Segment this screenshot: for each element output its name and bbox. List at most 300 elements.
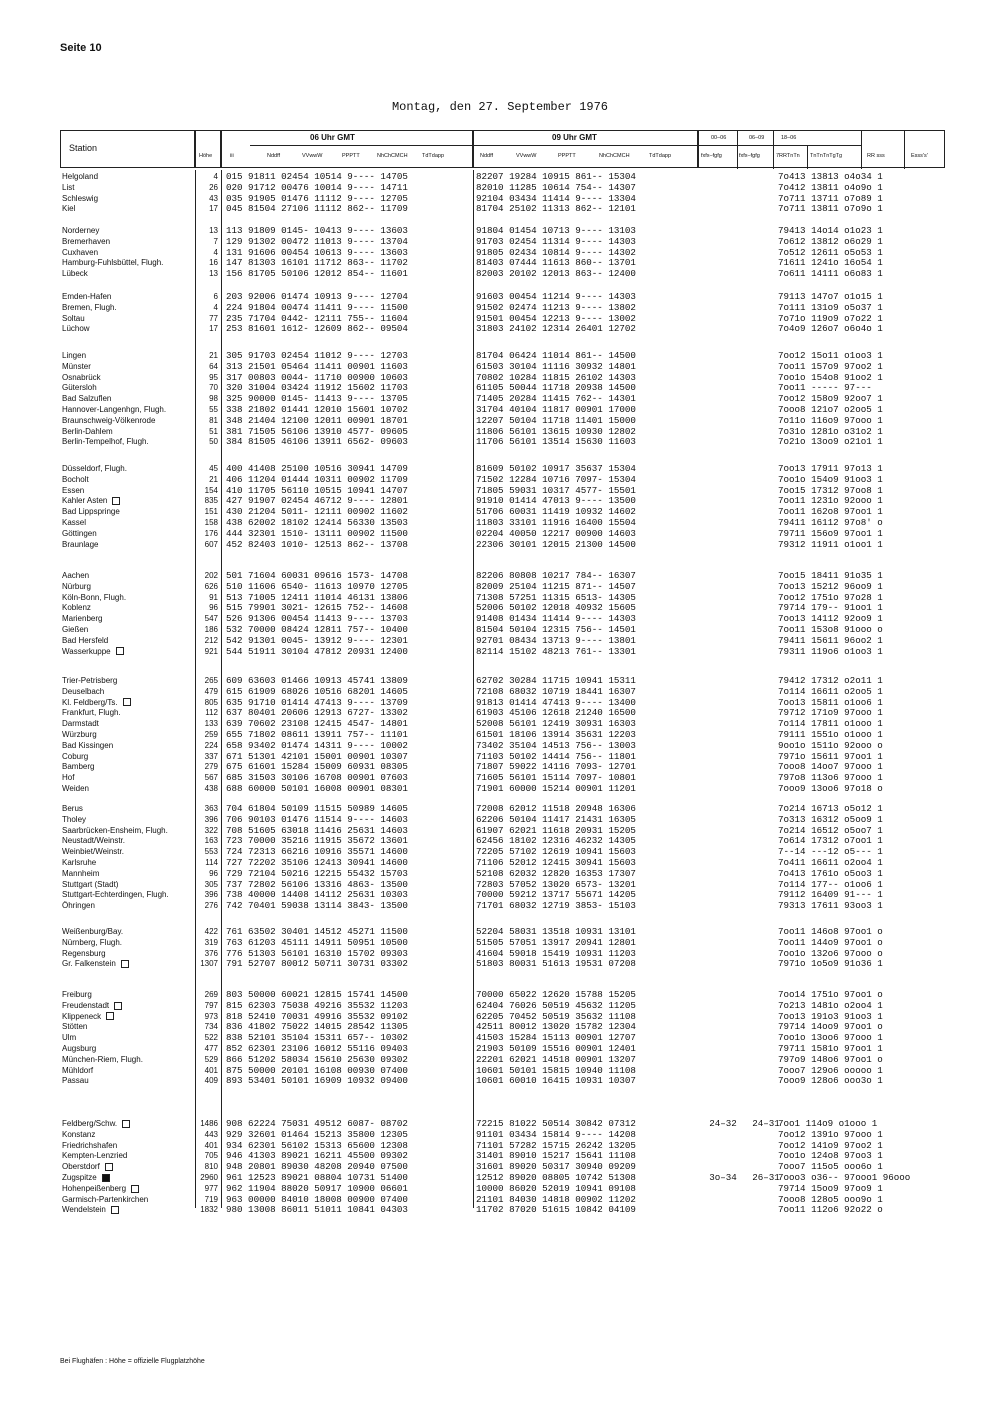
- obs-09-code: 91805 02434 10814 9---- 14302: [476, 246, 636, 258]
- obs-1806-code: 7oo1o 154o8 91oo2 1: [778, 371, 883, 383]
- station-height: 7: [213, 236, 218, 246]
- obs-1806-code: 7oo11 ----- 97---: [778, 382, 872, 394]
- obs-09-code: 82010 11285 10614 754-- 14307: [476, 181, 636, 193]
- station-name-text: Kiel: [62, 204, 76, 214]
- obs-09-code: 11706 56101 13514 15630 11603: [476, 436, 636, 448]
- station-name-text: Münster: [62, 361, 91, 371]
- station-name: [62, 1173, 110, 1183]
- obs-09-code: 71106 52012 12415 30941 15603: [476, 857, 636, 868]
- station-name: [62, 582, 91, 592]
- station-height: 337: [204, 751, 218, 761]
- station-name-text: Essen: [62, 485, 85, 495]
- obs-1806-code: 79113 147o7 o1o15 1: [778, 291, 883, 302]
- table-row: [60, 183, 945, 193]
- station-name-text: Bamberg: [62, 762, 95, 772]
- obs-06-code: 430 21204 5011- 12111 00902 11602: [226, 506, 408, 518]
- table-row: [60, 1195, 945, 1205]
- obs-09-code: 91910 01414 47013 9---- 13500: [476, 495, 636, 507]
- obs-1806-code: 71611 1241o 16o54 1: [778, 257, 883, 269]
- station-name-text: Passau: [62, 1076, 89, 1086]
- obs-06-code: 381 71505 56106 13910 4577- 09605: [226, 425, 408, 437]
- station-height: 401: [204, 1065, 218, 1075]
- station-name-text: Saarbrücken-Ensheim, Flugh.: [62, 825, 168, 835]
- obs-1806-code: 7o711 13811 o7o9o 1: [778, 203, 883, 215]
- obs-06-code: 325 90000 0145- 11413 9---- 13705: [226, 393, 408, 405]
- station-name-text: Gütersloh: [62, 383, 97, 393]
- station-name-text: Berlin-Dahlem: [62, 426, 113, 436]
- header-06-col1: Nddff: [267, 153, 281, 159]
- obs-06-code: 635 91710 01414 47413 9---- 13709: [226, 696, 408, 708]
- obs-09-code: 61903 45106 12618 21240 16500: [476, 707, 636, 719]
- obs-06-code: 685 31503 30106 16708 00901 07603: [226, 772, 408, 784]
- obs-09-code: 22201 62021 14518 00901 13207: [476, 1053, 636, 1065]
- station-height: 98: [209, 394, 218, 404]
- obs-1806-code: 7o114 16611 o2oo5 1: [778, 685, 883, 697]
- header-06-col5: TdTdapp: [422, 153, 445, 159]
- station-height: 95: [209, 372, 218, 382]
- table-row: [60, 1066, 945, 1076]
- station-name: [62, 394, 111, 404]
- table-row: [60, 292, 945, 302]
- obs-1806-code: 79714 179-- 91oo1 1: [778, 602, 883, 614]
- station-name-text: Zugspitze: [62, 1173, 97, 1182]
- obs-1806-code: 79112 16409 91--- 1: [778, 889, 883, 901]
- obs-06-code: 320 31004 03424 11912 15602 11703: [226, 382, 408, 394]
- station-name: [62, 698, 131, 708]
- station-name-text: Gr. Falkenstein: [62, 959, 116, 969]
- station-name: [62, 752, 88, 762]
- table-row: [60, 636, 945, 646]
- obs-09-code: 82009 25104 11215 871-- 14507: [476, 580, 636, 592]
- obs-06-code: 761 63502 30401 14512 45271 11500: [226, 926, 408, 937]
- station-name: [62, 1119, 130, 1129]
- header-09-col4: NhChCMCH: [599, 153, 630, 159]
- obs-1806-code: 7o114 177-- o1oo6 1: [778, 878, 883, 890]
- table-row: [60, 890, 945, 900]
- table-row: [60, 269, 945, 279]
- obs-1806-code: 7oo11 1231o 92ooo 1: [778, 495, 883, 507]
- station-name-text: Helgoland: [62, 172, 99, 181]
- station-height: 734: [204, 1022, 218, 1032]
- station-name: [62, 383, 97, 393]
- obs-1806-code: 7o412 13811 o4o9o 1: [778, 181, 883, 193]
- station-name-text: Augsburg: [62, 1044, 97, 1053]
- obs-09-code: 71901 60000 15214 00901 11201: [476, 783, 636, 794]
- obs-06-code: 742 70401 59038 13114 3843- 13500: [226, 900, 408, 912]
- obs-09-code: 42511 80012 13020 15782 12304: [476, 1021, 636, 1033]
- station-name-text: Emden-Hafen: [62, 292, 112, 301]
- obs-06-code: 727 72202 35106 12413 30941 14600: [226, 857, 408, 868]
- obs-1806-code: 7ooo7 129o6 ooooo 1: [778, 1064, 883, 1076]
- station-name-text: Weinbiet/Weinstr.: [62, 847, 124, 857]
- station-height: 154: [204, 485, 218, 495]
- station-height: 835: [204, 496, 218, 506]
- table-row: [60, 1033, 945, 1043]
- station-marker-icon: [112, 497, 120, 505]
- station-name-text: München-Riem, Flugh.: [62, 1054, 143, 1064]
- obs-06-code: 803 50000 60021 12815 15741 14500: [226, 989, 408, 1000]
- obs-06-code: 224 91804 00474 11411 9---- 11500: [226, 301, 408, 313]
- table-row: [60, 1044, 945, 1054]
- station-name: [62, 464, 127, 474]
- station-name-text: Bremen, Flugh.: [62, 302, 117, 312]
- obs-1806-code: 7o31o 1281o o31o2 1: [778, 425, 883, 437]
- station-name: [62, 475, 89, 485]
- obs-1806-code: 79711 1581o 97oo1 1: [778, 1043, 883, 1054]
- station-height: 163: [204, 836, 218, 846]
- obs-09-code: 12512 89020 08805 10742 51308: [476, 1172, 636, 1183]
- station-height: 50: [209, 437, 218, 447]
- station-height: 479: [204, 686, 218, 696]
- obs-1806-code: 7o611 14111 o6o83 1: [778, 268, 883, 280]
- station-name-text: Osnabrück: [62, 372, 101, 382]
- station-name-text: Wasserkuppe: [62, 646, 111, 656]
- obs-06-code: 532 70000 08424 12811 757-- 10400: [226, 624, 408, 635]
- obs-09-code: 12207 50104 11718 11401 15000: [476, 414, 636, 426]
- obs-1806-code: 7o614 17312 o7oo1 1: [778, 835, 883, 847]
- station-name-text: Weißenburg/Bay.: [62, 927, 124, 936]
- obs-1806-code: 7oo13 15212 96oo9 1: [778, 580, 883, 592]
- obs-1806-code: 7oo12 1391o 97ooo 1: [778, 1128, 883, 1140]
- station-height: 151: [204, 507, 218, 517]
- station-height: 279: [204, 762, 218, 772]
- station-height: 176: [204, 528, 218, 538]
- station-height: 16: [209, 258, 218, 268]
- station-name-text: Kassel: [62, 518, 87, 527]
- station-name-text: Marienberg: [62, 614, 103, 624]
- table-row: [60, 836, 945, 846]
- obs-09-code: 10000 86020 52019 10941 09108: [476, 1182, 636, 1194]
- obs-06-code: 724 72313 66216 10916 35571 14600: [226, 846, 408, 858]
- obs-06-code: 384 81505 46106 13911 6562- 09603: [226, 436, 408, 448]
- obs-06-code: 348 21404 12100 12011 00901 18701: [226, 414, 408, 426]
- obs-06-code: 609 63603 01466 10913 45741 13809: [226, 675, 408, 686]
- station-name: [62, 529, 97, 539]
- station-name: [62, 1001, 122, 1011]
- station-height: 626: [204, 581, 218, 591]
- obs-09-code: 91502 02474 11213 9---- 13802: [476, 301, 636, 313]
- station-name: [62, 416, 155, 426]
- obs-09-code: 02204 40050 12217 00900 14603: [476, 527, 636, 539]
- obs-1806-code: 7o711 13711 o7o89 1: [778, 192, 883, 204]
- table-row: [60, 529, 945, 539]
- station-height: 438: [204, 784, 218, 793]
- table-row: [60, 486, 945, 496]
- table-row: [60, 752, 945, 762]
- station-height: 1486: [200, 1119, 218, 1128]
- obs-1806-code: 7oo15 18411 91o35 1: [778, 570, 883, 581]
- station-name-text: Hohenpeißenberg: [62, 1183, 127, 1193]
- obs-06-code: 513 71005 12411 11014 46131 13806: [226, 591, 408, 603]
- obs-1806-code: 7ooo8 121o7 o2oo5 1: [778, 404, 883, 415]
- station-name: [62, 784, 89, 794]
- station-name: [62, 636, 108, 646]
- obs-1806-code: 7oo15 17312 97oo8 1: [778, 484, 883, 496]
- station-name: [62, 324, 90, 334]
- station-name-text: Berus: [62, 804, 83, 813]
- obs-09-code: 11806 56101 13615 10930 12802: [476, 425, 636, 437]
- obs-1806-code: 7971o 1o5o9 91o36 1: [778, 958, 883, 970]
- obs-06-code: 738 40000 14408 14112 25631 10303: [226, 889, 408, 901]
- station-name-text: Regensburg: [62, 948, 106, 958]
- header-extra-col6: Esss's': [911, 153, 928, 159]
- obs-1806-code: 7oo1o 154o9 91oo3 1: [778, 473, 883, 485]
- station-height: 26: [209, 182, 218, 192]
- station-height: 719: [204, 1194, 218, 1204]
- station-height: 973: [204, 1011, 218, 1021]
- header-09-col3: PPPTT: [558, 153, 576, 159]
- station-name: [62, 593, 126, 603]
- obs-09-code: 81704 25102 11313 862-- 12101: [476, 203, 636, 215]
- obs-09-code: 72215 81022 50514 30842 07312: [476, 1118, 636, 1129]
- table-row: [60, 1205, 945, 1215]
- obs-1806-code: 7ooo9 128o6 ooo3o 1: [778, 1075, 883, 1087]
- header-06-col3: PPPTT: [342, 153, 360, 159]
- header-extra-col1: fxfx–fgfg: [701, 153, 722, 159]
- obs-09-code: 62456 18102 12316 46232 14305: [476, 835, 636, 847]
- station-name-text: Wendelstein: [62, 1205, 106, 1215]
- obs-09-code: 71502 12284 10716 7097- 15304: [476, 473, 636, 485]
- table-row: [60, 496, 945, 506]
- obs-09-code: 81504 50104 12315 756-- 14501: [476, 624, 636, 635]
- page-title: Montag, den 27. September 1976: [391, 100, 609, 114]
- obs-09-code: 31803 24102 12314 26401 12702: [476, 323, 636, 335]
- obs-1806-code: 7o512 12611 o5o53 1: [778, 246, 883, 258]
- station-name-text: Köln-Bonn, Flugh.: [62, 592, 127, 602]
- obs-09-code: 91804 01454 10713 9---- 13103: [476, 225, 636, 236]
- table-row: [60, 258, 945, 268]
- station-name-text: Friedrichshafen: [62, 1140, 118, 1150]
- obs-09-code: 31601 89020 50317 30940 09209: [476, 1161, 636, 1173]
- station-height: 477: [204, 1044, 218, 1053]
- obs-1806-code: 7oo11 153o8 91ooo o: [778, 624, 883, 635]
- table-row: [60, 1001, 945, 1011]
- station-name: [62, 719, 99, 729]
- obs-06-code: 427 91907 02454 46712 9---- 12801: [226, 495, 408, 507]
- obs-06-code: 708 51605 63018 11416 25631 14603: [226, 824, 408, 836]
- obs-1806-code: 7o111 131o9 o5o37 1: [778, 301, 883, 313]
- station-marker-icon: [114, 1002, 122, 1010]
- station-name: [62, 1033, 76, 1043]
- station-height: 112: [205, 708, 218, 718]
- obs-06-code: 706 90103 01476 11514 9---- 14603: [226, 813, 408, 825]
- header-06-title: 06 Uhr GMT: [310, 133, 355, 142]
- table-row: [60, 698, 945, 708]
- station-name-text: Mühldorf: [62, 1065, 94, 1075]
- page-number: Seite 10: [60, 42, 102, 54]
- station-name-text: Hannover-Langenhgn, Flugh.: [62, 405, 167, 414]
- station-height: 55: [209, 405, 218, 414]
- obs-09-code: 70802 10284 11815 26102 14303: [476, 371, 636, 383]
- table-row: [60, 582, 945, 592]
- station-name-text: Bad Kissingen: [62, 740, 114, 750]
- station-name-text: Bocholt: [62, 474, 89, 484]
- obs-09-code: 41503 15284 15113 00901 12707: [476, 1032, 636, 1044]
- observation-table: [60, 130, 945, 1216]
- obs-09-code: 52008 56101 12419 30931 16303: [476, 718, 636, 730]
- station-height: 96: [209, 603, 218, 613]
- header-09-col1: Nddff: [480, 153, 494, 159]
- obs-09-code: 71701 68032 12719 3853- 15103: [476, 900, 636, 912]
- station-marker-icon: [106, 1012, 114, 1020]
- station-name: [62, 676, 117, 686]
- obs-09-code: 91813 01414 47413 9---- 13400: [476, 696, 636, 708]
- station-height: 158: [204, 518, 218, 527]
- station-height: 553: [204, 847, 218, 857]
- obs-1806-code: 7o213 1481o o2oo4 1: [778, 999, 883, 1011]
- wind-gust-0006: 3o–34: [709, 1172, 737, 1183]
- station-name: [62, 927, 123, 937]
- header-06-col4: NhChCMCH: [377, 153, 408, 159]
- station-name-text: Garmisch-Partenkirchen: [62, 1194, 149, 1204]
- obs-1806-code: 7ooo3 o36-- 97ooo1 96ooo: [778, 1172, 911, 1183]
- obs-1806-code: 79412 17312 o2o11 1: [778, 675, 883, 686]
- station-marker-icon: [102, 1174, 110, 1182]
- station-name-text: Lingen: [62, 351, 87, 360]
- obs-06-code: 962 11904 88020 50917 10900 06601: [226, 1182, 408, 1194]
- station-name: [62, 773, 74, 783]
- station-name: [62, 901, 95, 911]
- obs-06-code: 156 81705 50106 12012 854-- 11601: [226, 268, 408, 280]
- station-height: 607: [204, 539, 218, 549]
- station-name-text: Kempten-Lenzried: [62, 1151, 128, 1161]
- table-row: [60, 927, 945, 937]
- station-name-text: Hof: [62, 773, 75, 783]
- table-row: [60, 614, 945, 624]
- obs-1806-code: 7o214 16512 o5oo7 1: [778, 824, 883, 836]
- table-row: [60, 804, 945, 814]
- obs-1806-code: 7o413 13813 o4o34 1: [778, 171, 883, 182]
- obs-06-code: 723 70000 35216 11915 35672 13601: [226, 835, 408, 847]
- obs-1806-code: 7oo11 162o8 97oo1 1: [778, 506, 883, 518]
- station-name: [62, 496, 120, 506]
- obs-09-code: 10601 60010 16415 10931 10307: [476, 1075, 636, 1087]
- station-name: [62, 427, 113, 437]
- station-height: 797: [204, 1000, 218, 1010]
- obs-09-code: 71405 20284 11415 762-- 14301: [476, 393, 636, 405]
- station-height: 13: [209, 226, 218, 235]
- obs-06-code: 410 11705 56110 10515 10941 14707: [226, 484, 408, 496]
- obs-09-code: 72008 62012 11518 20948 16306: [476, 803, 636, 814]
- wind-gust-0609: 24–31: [752, 1118, 780, 1129]
- station-name-text: Freiburg: [62, 990, 92, 999]
- obs-1806-code: 7ooo8 128o5 ooo9o 1: [778, 1193, 883, 1205]
- table-row: [60, 647, 945, 657]
- obs-06-code: 515 79901 3021- 12615 752-- 14608: [226, 602, 408, 614]
- station-name-text: Lüchow: [62, 324, 90, 334]
- table-row: [60, 194, 945, 204]
- obs-09-code: 73402 35104 14513 756-- 13003: [476, 739, 636, 751]
- obs-06-code: 791 52707 80012 50711 30731 03302: [226, 958, 408, 970]
- table-row: [60, 1076, 945, 1086]
- station-name-text: Cuxhaven: [62, 247, 99, 257]
- table-row: [60, 1119, 945, 1129]
- station-height: 202: [204, 571, 218, 580]
- station-marker-icon: [123, 698, 131, 706]
- station-name: [62, 869, 99, 879]
- station-name: [62, 437, 149, 447]
- obs-1806-code: 7oo12 1751o 97o28 1: [778, 591, 883, 603]
- station-name-text: Kahler Asten: [62, 496, 108, 506]
- table-row: [60, 949, 945, 959]
- station-height: 265: [204, 676, 218, 685]
- station-name: [62, 1130, 95, 1140]
- table-row: [60, 204, 945, 214]
- station-name: [62, 351, 86, 361]
- station-height: 96: [209, 868, 218, 878]
- station-name-text: Koblenz: [62, 603, 91, 613]
- station-name-text: Mannheim: [62, 868, 100, 878]
- station-name: [62, 373, 101, 383]
- obs-09-code: 91101 03434 15814 9---- 14208: [476, 1128, 636, 1140]
- station-name: [62, 804, 83, 814]
- table-row: [60, 405, 945, 415]
- station-name: [62, 1076, 89, 1086]
- station-name-text: Coburg: [62, 751, 89, 761]
- obs-1806-code: 79712 171o9 97ooo 1: [778, 707, 883, 719]
- table-row: [60, 314, 945, 324]
- header-extra-col5: RR sss: [867, 153, 885, 159]
- obs-09-code: 72803 57052 13020 6573- 13201: [476, 878, 636, 890]
- station-name-text: Oberstdorf: [62, 1162, 100, 1172]
- table-row: [60, 847, 945, 857]
- station-height: 363: [204, 804, 218, 813]
- station-name: [62, 708, 121, 718]
- station-name: [62, 303, 117, 313]
- obs-1806-code: 7ooo7 115o5 ooo6o 1: [778, 1161, 883, 1173]
- obs-06-code: 961 12523 89021 08804 10731 51400: [226, 1172, 408, 1183]
- obs-09-code: 61503 30104 11116 30932 14801: [476, 360, 636, 372]
- obs-06-code: 688 60000 50101 16008 00901 08301: [226, 783, 408, 794]
- station-name: [62, 762, 94, 772]
- table-row: [60, 303, 945, 313]
- obs-09-code: 21101 84030 14818 00902 11202: [476, 1193, 636, 1205]
- station-height: 91: [209, 592, 218, 602]
- table-row: [60, 507, 945, 517]
- table-row: [60, 880, 945, 890]
- table-row: [60, 826, 945, 836]
- station-name: [62, 741, 113, 751]
- station-name-text: Konstanz: [62, 1129, 96, 1139]
- obs-06-code: 838 52101 35104 15311 657-- 10302: [226, 1032, 408, 1044]
- obs-09-code: 51706 60031 11419 10932 14602: [476, 506, 636, 518]
- table-row: [60, 901, 945, 911]
- obs-06-code: 875 50000 20101 16108 00930 07400: [226, 1064, 408, 1076]
- station-name-text: Bad Salzuflen: [62, 394, 112, 404]
- obs-09-code: 62702 30284 11715 10941 15311: [476, 675, 636, 686]
- station-name: [62, 518, 86, 528]
- station-name-text: Würzburg: [62, 730, 97, 739]
- station-name-text: Stötten: [62, 1022, 88, 1032]
- table-row: [60, 1022, 945, 1032]
- station-name: [62, 540, 98, 550]
- station-height: 4: [213, 302, 218, 312]
- table-row: [60, 938, 945, 948]
- station-name-text: Bad Hersfeld: [62, 635, 109, 645]
- station-height: 401: [204, 1140, 218, 1150]
- obs-06-code: 729 72104 50216 12215 55432 15703: [226, 867, 408, 879]
- obs-09-code: 91603 00454 11214 9---- 14303: [476, 291, 636, 302]
- table-row: [60, 571, 945, 581]
- station-name: [62, 1022, 87, 1032]
- station-height: 114: [205, 858, 218, 867]
- station-name-text: Bremerhaven: [62, 236, 111, 246]
- obs-09-code: 82207 19284 10915 861-- 15304: [476, 171, 636, 182]
- table-row: [60, 959, 945, 969]
- obs-09-code: 52006 50102 12018 40932 15605: [476, 602, 636, 614]
- obs-06-code: 934 62301 56102 15313 65600 12308: [226, 1139, 408, 1151]
- station-name-text: Karlsruhe: [62, 858, 97, 867]
